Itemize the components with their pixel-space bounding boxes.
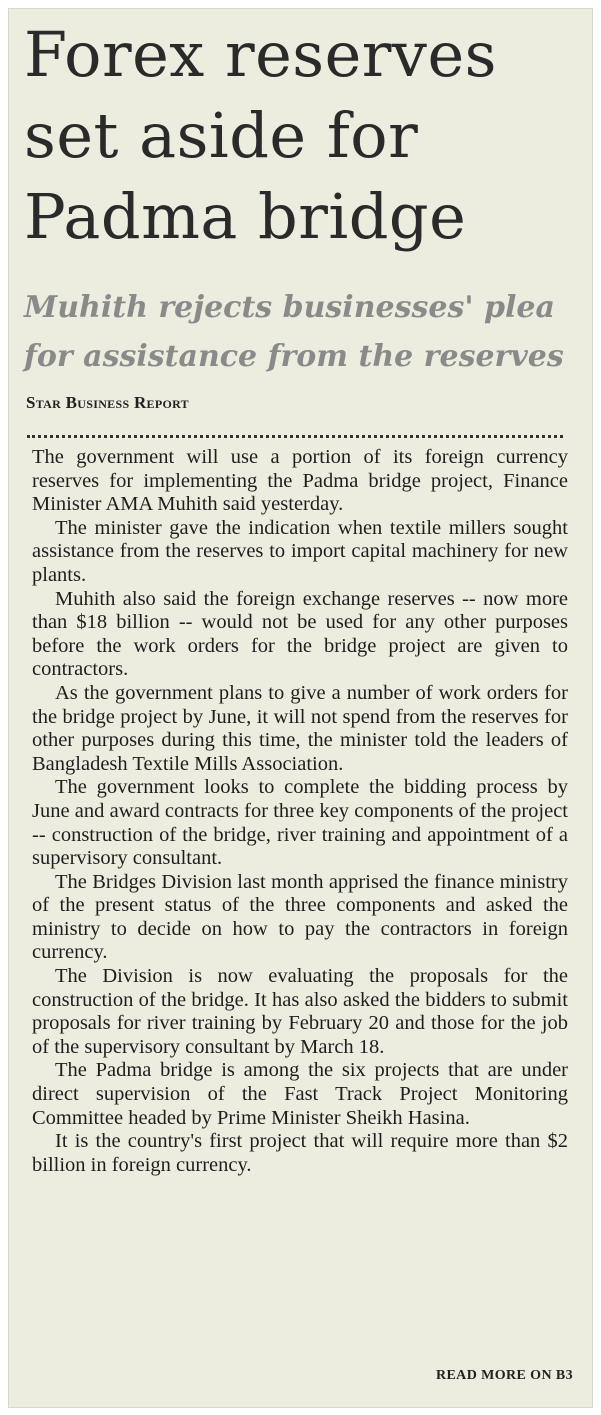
subheadline [24,283,584,381]
headline-line: Padma bridge [24,180,467,253]
paragraph: The minister gave the indication when textile millers sought assistance from the reserves to import capital machinery for new plants. [32,516,568,586]
read-more-link[interactable]: READ MORE ON B3 [435,1368,573,1383]
headline-line: set aside for [24,99,419,172]
paragraph: The government will use a portion of its foreign currency reserves for implementing the Padma bridge project, Finance Minister AMA Muhith said yesterday. [32,446,568,516]
subheadline-line: Muhith rejects businesses' plea [24,290,555,325]
paragraph: The Bridges Division last month apprised the finance ministry of the present status of the three components and asked the ministry to decide on how to pay the contractors in foreign currency. [32,870,568,964]
byline: Star Business Report [26,393,189,412]
paragraph: The government looks to complete the bidding process by June and award contracts for three key components of the project -- construction of the bridge, river training and appointment of a supervisory consultant. [32,776,568,870]
paragraph: It is the country's first project that will require more than $2 billion in foreign currency. [32,1130,568,1176]
paragraph: The Division is now evaluating the proposals for the construction of the bridge. It has also asked the bidders to submit proposals for river training by February 20 and those for the job of the supervisory consultant by March 18. [32,965,568,1058]
dotted-divider [27,435,563,438]
headline [24,14,579,257]
article-body [32,446,568,1177]
paragraph: As the government plans to give a number of work orders for the bridge project by June, it will not spend from the reserves for other purposes during this time, the minister told the leaders of Bangladesh Textile Mills Association. [32,681,568,775]
subheadline-line: for assistance from the reserves [24,339,564,374]
headline-line: Forex reserves [24,18,497,91]
paragraph: The Padma bridge is among the six projects that are under direct supervision of the Fast Track Project Monitoring Committee headed by Prime Minister Sheikh Hasina. [32,1059,568,1129]
paragraph: Muhith also said the foreign exchange reserves -- now more than $18 billion -- would not be used for any other purposes before the work orders for the bridge project are given to contractors. [32,587,568,681]
